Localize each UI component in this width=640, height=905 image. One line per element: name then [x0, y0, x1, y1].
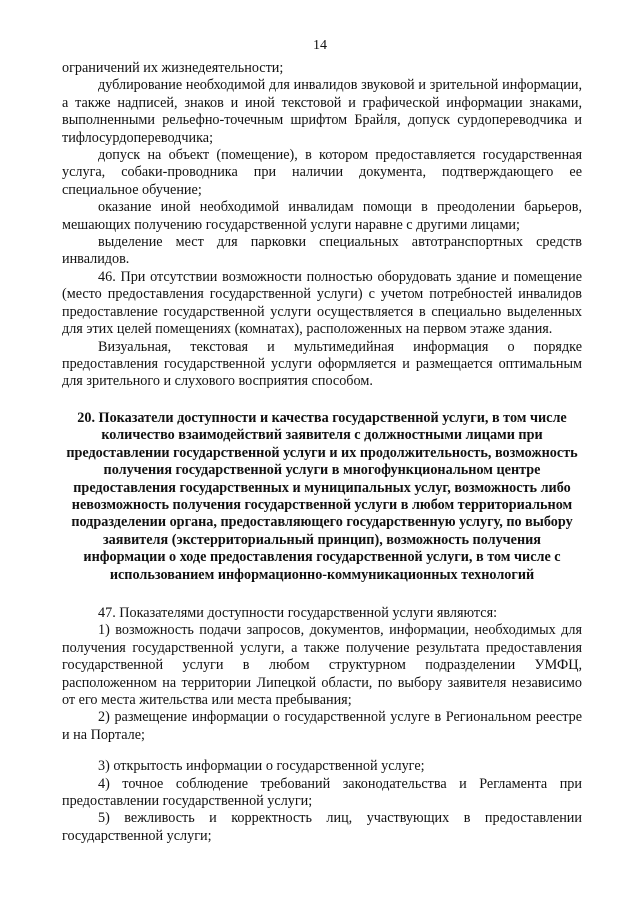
- paragraph: 1) возможность подачи запросов, документов, информации, необходимых для получения государственной услуги, а также получение результата предоставления государственной услуги в любом структурном подразделении УМФЦ, расположенном на территории Липецкой области, по выбору заявителя независимо от его места жительства или места пребывания;: [62, 622, 582, 709]
- paragraph: 3) открытость информации о государственной услуге;: [98, 758, 425, 775]
- page-number: 14: [313, 38, 327, 53]
- paragraph-gap: [62, 744, 582, 758]
- section-heading: 20. Показатели доступности и качества государственной услуги, в том числе количество взаимодействий заявителя с должностными лицами при предоставлении государственной услуги и их продолжительность, возможность получения государственной услуги в многофункциональном центре предоставления государственных и муниципальных услуг, возможность либо невозможность получения государственной услуги в любом территориальном подразделении органа, предоставляющего государственную услугу, по выбору заявителя (экстерриториальный принцип), возможность получения информации о ходе предоставления государственной услуги, в том числе с использованием информационно-коммуникационных технологий: [66, 410, 578, 583]
- paragraph: 46. При отсутствии возможности полностью оборудовать здание и помещение (место предоставления государственной услуги) с учетом потребностей инвалидов предоставление государственной услуги осуществляется в специально выделенных для этих целей помещениях (комнатах), расположенных на первом этаже здания.: [62, 268, 582, 338]
- paragraph: оказание иной необходимой инвалидам помощи в преодолении барьеров, мешающих получению государственной услуги наравне с другими лицами;: [62, 199, 582, 233]
- paragraph: дублирование необходимой для инвалидов звуковой и зрительной информации, а также надписей, знаков и иной текстовой и графической информации знаками, выполненными рельефно-точечным шрифтом Брайля, допуск сурдопереводчика и тифлосурдопереводчика;: [62, 77, 582, 146]
- paragraph: Визуальная, текстовая и мультимедийная информация о порядке предоставления государственной услуги оформляется и размещается оптимальным для зрительного и слухового восприятия способом.: [62, 338, 582, 390]
- body-text-top: [62, 60, 582, 391]
- body-text-bottom: [62, 605, 582, 845]
- paragraph: 47. Показателями доступности государственной услуги являются:: [98, 605, 498, 621]
- paragraph: выделение мест для парковки специальных автотранспортных средств инвалидов.: [62, 234, 582, 268]
- paragraph: 2) размещение информации о государственной услуге в Региональном реестре и на Портале;: [62, 709, 582, 743]
- paragraph: 5) вежливость и корректность лиц, участвующих в предоставлении государственной услуги;: [62, 810, 582, 844]
- paragraph: 4) точное соблюдение требований законодательства и Регламента при предоставлении государственной услуги;: [62, 775, 582, 810]
- paragraph: ограничений их жизнедеятельности;: [62, 60, 284, 76]
- paragraph: допуск на объект (помещение), в котором предоставляется государственная услуга, собаки-проводника при наличии документа, подтверждающего ее специальное обучение;: [62, 147, 582, 198]
